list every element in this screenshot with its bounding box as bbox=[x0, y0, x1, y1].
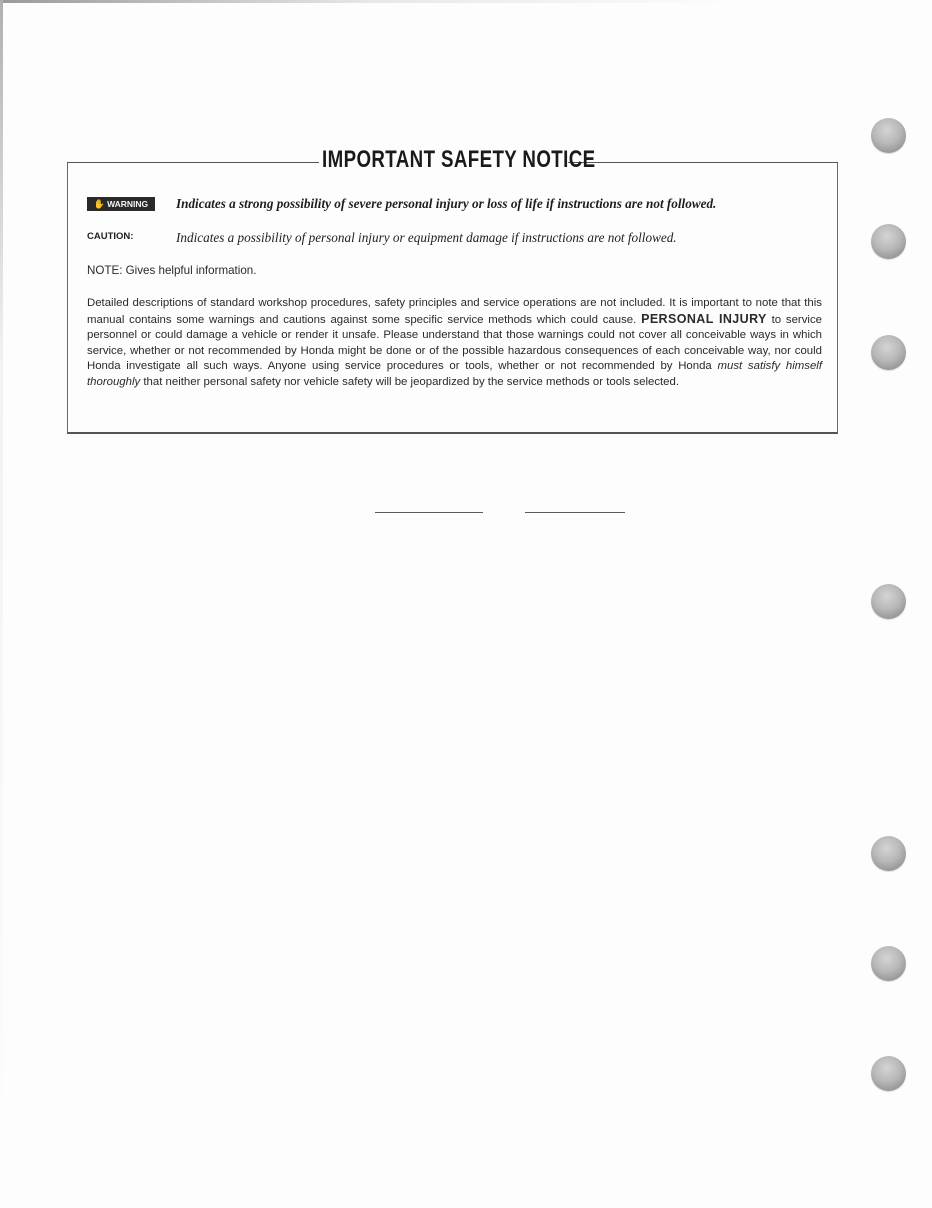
paragraph-emphasis: PERSONAL INJURY bbox=[641, 311, 767, 326]
binder-hole bbox=[871, 584, 906, 619]
warning-badge bbox=[87, 197, 155, 211]
blank-rule-left bbox=[375, 512, 483, 513]
binder-hole bbox=[871, 1056, 906, 1091]
page-edge-shadow-top bbox=[0, 0, 932, 3]
blank-rule-right bbox=[525, 512, 625, 513]
hand-icon: ✋ bbox=[93, 198, 106, 209]
notice-title: IMPORTANT SAFETY NOTICE bbox=[322, 146, 596, 173]
binder-hole bbox=[871, 946, 906, 981]
disclaimer-paragraph bbox=[87, 296, 822, 391]
warning-definition: Indicates a strong possibility of severe personal injury or loss of life if instructions are not followed. bbox=[176, 196, 717, 211]
note-line: NOTE: Gives helpful information. bbox=[87, 264, 257, 277]
paragraph-text-2: to service personnel or could damage a vehicle or render it unsafe. Please understand that those warnings could not cover all conceivable ways in which service, whether or not recommended by Honda might be done or of the possible hazardous consequences of each conceivable way, nor could Honda investigate all such ways. Anyone using service procedures or tools, whether or not recommended by Honda bbox=[87, 313, 822, 373]
caution-label: CAUTION: bbox=[87, 231, 134, 242]
binder-hole bbox=[871, 224, 906, 259]
title-rule-right bbox=[568, 162, 838, 163]
title-rule-left bbox=[67, 162, 319, 163]
paragraph-text-1: Detailed descriptions of standard workshop procedures, safety principles and service operations are not included. It is important to note that this manual contains some warnings and cautions against some specific service methods which could cause. bbox=[87, 297, 822, 326]
caution-definition: Indicates a possibility of personal injury or equipment damage if instructions are not followed. bbox=[176, 230, 677, 245]
warning-badge-label: WARNING bbox=[107, 199, 149, 209]
binder-hole bbox=[871, 118, 906, 153]
binder-hole bbox=[871, 335, 906, 370]
paragraph-italic: must satisfy himself thoroughly bbox=[87, 360, 822, 388]
page-edge-shadow-left bbox=[0, 0, 3, 1208]
paragraph-text-3: that neither personal safety nor vehicle safety will be jeopardized by the service methods or tools selected. bbox=[140, 375, 680, 388]
binder-hole bbox=[871, 836, 906, 871]
